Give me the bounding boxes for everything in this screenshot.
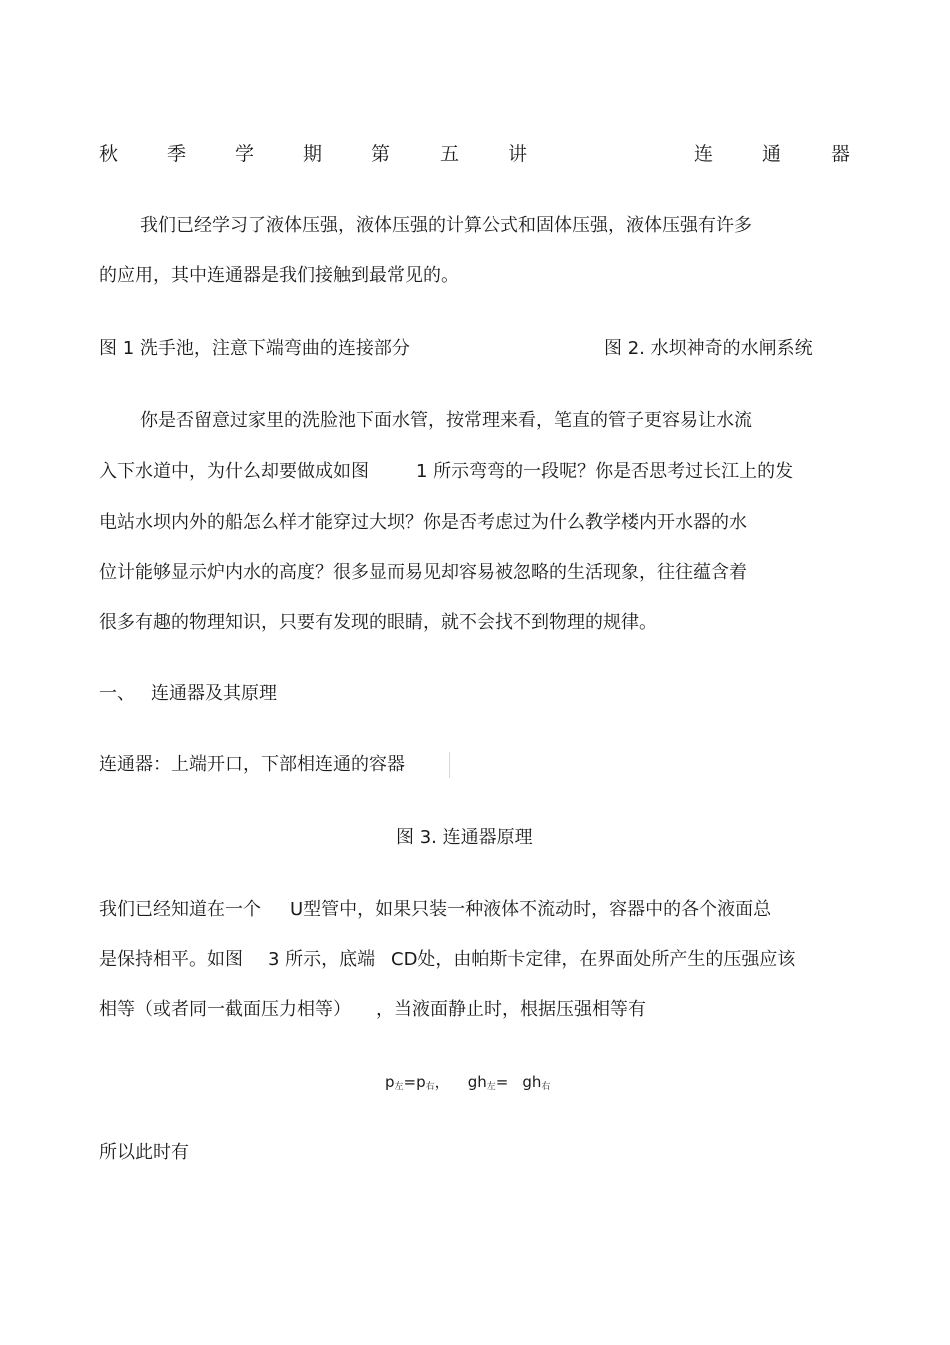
formula-sub-right: 右: [425, 1082, 435, 1092]
title-char: 期: [303, 143, 323, 165]
intro-line-1: 我们已经学习了液体压强，液体压强的计算公式和固体压强，液体压强有许多: [140, 215, 752, 236]
para3-line-2a: 是保持相平。如图: [99, 949, 243, 970]
title-char: 第: [371, 143, 391, 165]
formula-equals-2: =: [495, 1073, 509, 1091]
formula-sub-left-2: 左: [486, 1082, 496, 1092]
title-char: 讲: [508, 143, 528, 165]
formula-p-right: p: [416, 1073, 426, 1091]
title-char: 秋: [99, 143, 119, 165]
para2-line-5: 很多有趣的物理知识，只要有发现的眼睛，就不会找不到物理的规律。: [99, 612, 657, 633]
title-char: 学: [235, 143, 255, 165]
formula-sub-left: 左: [394, 1082, 404, 1092]
para3-line-3a: 相等（或者同一截面压力相等）: [99, 999, 351, 1020]
figure-2-caption: 图 2. 水坝神奇的水闸系统: [604, 338, 813, 359]
para3-line-2c: CD处，由帕斯卡定律，在界面处所产生的压强应该: [391, 949, 796, 970]
para3-line-1a: 我们已经知道在一个: [99, 899, 261, 920]
title-char: 五: [440, 143, 460, 165]
para2-line-2a: 入下水道中，为什么却要做成如图: [99, 461, 369, 482]
figure-3-caption: 图 3. 连通器原理: [396, 827, 533, 848]
title-char: 通: [762, 143, 782, 165]
para3-line-3b: ，当液面静止时，根据压强相等有: [376, 999, 646, 1020]
formula-sub-right-2: 右: [541, 1082, 551, 1092]
formula-p-left: p: [385, 1073, 395, 1091]
formula-gh-right: gh: [522, 1073, 542, 1091]
formula-gh-left: gh: [467, 1073, 487, 1091]
definition-text: 连通器：上端开口，下部相连通的容器: [99, 754, 405, 775]
para2-line-3: 电站水坝内外的船怎么样才能穿过大坝？你是否考虑过为什么教学楼内开水器的水: [99, 512, 747, 533]
closing-line: 所以此时有: [99, 1142, 189, 1163]
figure-1-caption: 图 1 洗手池，注意下端弯曲的连接部分: [99, 338, 410, 359]
title-char: 连: [694, 143, 714, 165]
para3-line-1b: U型管中，如果只装一种液体不流动时，容器中的各个液面总: [290, 899, 772, 920]
title-char: 季: [167, 143, 187, 165]
formula-comma: ，: [434, 1073, 450, 1091]
para2-line-2b: 1 所示弯弯的一段呢？你是否思考过长江上的发: [416, 461, 794, 482]
intro-line-2: 的应用，其中连通器是我们接触到最常见的。: [99, 265, 459, 286]
pressure-formula: [385, 1072, 550, 1097]
title-char: 器: [831, 143, 851, 165]
section-heading: 连通器及其原理: [151, 683, 277, 704]
divider: [449, 752, 450, 778]
para2-line-1: 你是否留意过家里的洗脸池下面水管，按常理来看，笔直的管子更容易让水流: [140, 410, 752, 431]
para3-line-2b: 3 所示，底端: [268, 949, 376, 970]
para2-line-4: 位计能够显示炉内水的高度？很多显而易见却容易被忽略的生活现象，往往蕴含着: [99, 562, 747, 583]
section-number: 一、: [99, 683, 135, 704]
formula-equals: =: [403, 1073, 417, 1091]
